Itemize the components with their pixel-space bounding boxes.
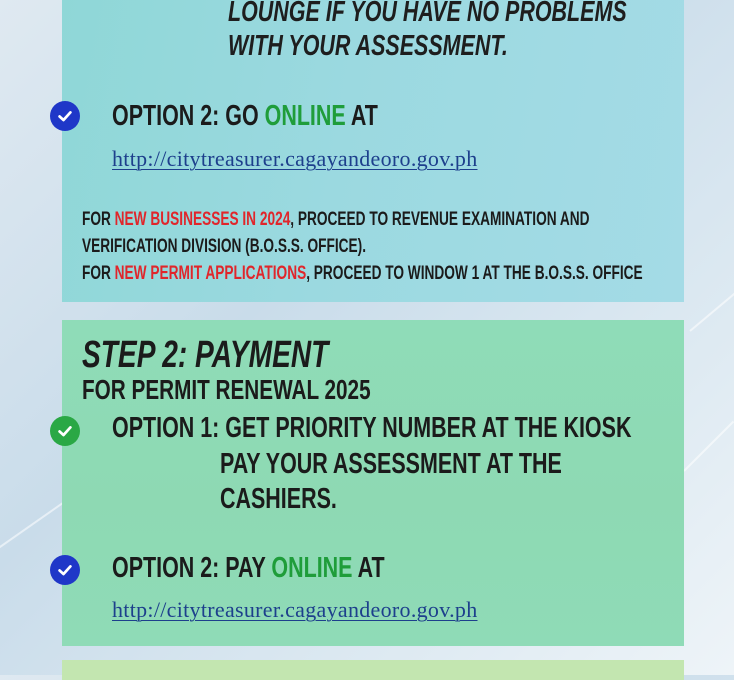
step2-option1-line2: PAY YOUR ASSESSMENT AT THE: [220, 448, 562, 480]
step2-option1-line3: CASHIERS.: [220, 483, 337, 515]
lounge-instruction-line1: LOUNGE IF YOU HAVE NO PROBLEMS: [228, 0, 627, 28]
new-business-note-line2: VERIFICATION DIVISION (B.O.S.S. OFFICE).: [82, 236, 367, 257]
step2-subtitle: FOR PERMIT RENEWAL 2025: [82, 374, 371, 405]
step2-title: STEP 2: PAYMENT: [82, 334, 329, 376]
background-streak: [689, 279, 734, 332]
lounge-instruction-line2: WITH YOUR ASSESSMENT.: [228, 30, 508, 62]
blue-check-circle-icon: [50, 101, 80, 131]
next-step-panel: [62, 660, 684, 680]
blue-check-circle-icon: [50, 555, 80, 585]
step1-online-link[interactable]: http://citytreasurer.cagayandeoro.gov.ph: [112, 146, 478, 171]
step1-option2-label: OPTION 2: GO ONLINE AT: [112, 100, 378, 132]
step2-option1-line1: OPTION 1: GET PRIORITY NUMBER AT THE KIOSK: [112, 412, 632, 444]
online-highlight: ONLINE: [264, 100, 346, 132]
green-check-circle-icon: [50, 416, 80, 446]
step2-online-link[interactable]: http://citytreasurer.cagayandeoro.gov.ph: [112, 597, 478, 622]
online-highlight: ONLINE: [271, 552, 353, 584]
step2-option2-label: OPTION 2: PAY ONLINE AT: [112, 552, 385, 584]
new-permit-note-line: FOR NEW PERMIT APPLICATIONS, PROCEED TO WINDOW 1 AT THE B.O.S.S. OFFICE: [82, 263, 643, 284]
background-streak: [683, 421, 734, 472]
new-business-note-line1: FOR NEW BUSINESSES IN 2024, PROCEED TO REVENUE EXAMINATION AND: [82, 209, 590, 230]
